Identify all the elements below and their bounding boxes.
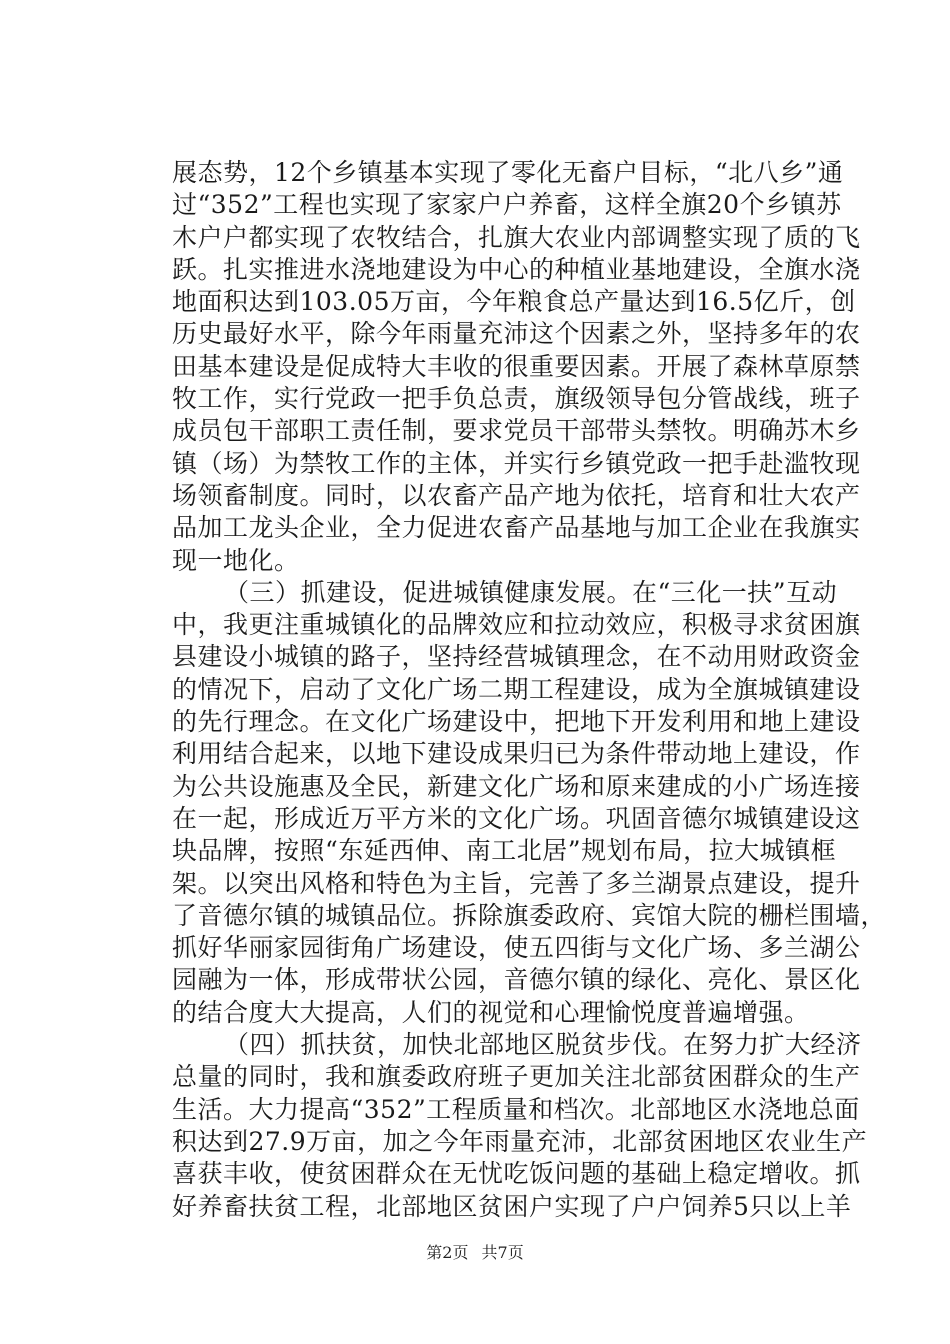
text-line: 中，我更注重城镇化的品牌效应和拉动效应，积极寻求贫困旗: [172, 610, 861, 640]
text-line: 利用结合起来，以地下建设成果归已为条件带动地上建设，作: [172, 739, 861, 769]
text-line: 的情况下，启动了文化广场二期工程建设，成为全旗城镇建设: [172, 674, 861, 704]
text-line: 喜获丰收，使贫困群众在无忧吃饭问题的基础上稳定增收。抓: [172, 1159, 861, 1189]
text-line: 成员包干部职工责任制，要求党员干部带头禁牧。明确苏木乡: [172, 416, 861, 446]
text-line: 展态势，12个乡镇基本实现了零化无畜户目标，“北八乡”通: [172, 158, 844, 187]
text-line: 地面积达到103.05万亩，今年粮食总产量达到16.5亿斤，创: [172, 287, 856, 317]
text-line: 的先行理念。在文化广场建设中，把地下开发利用和地上建设: [172, 707, 861, 737]
text-line: 镇（场）为禁牧工作的主体，并实行乡镇党政一把手赴滥牧现: [172, 448, 861, 478]
text-line: 田基本建设是促成特大丰收的很重要因素。开展了森林草原禁: [172, 351, 861, 381]
text-line: 架。以突出风格和特色为主旨，完善了多兰湖景点建设，提升: [172, 868, 861, 898]
text-line: 在一起，形成近万平方米的文化广场。巩固音德尔城镇建设这: [172, 803, 861, 833]
text-line: 抓好华丽家园街角广场建设，使五四街与文化广场、多兰湖公: [172, 933, 861, 963]
paragraph-heading-line: （四）抓扶贫，加快北部地区脱贫步伐。在努力扩大经济: [224, 1030, 862, 1060]
page-footer: [0, 1243, 950, 1263]
text-line: 牧工作，实行党政一把手负总责，旗级领导包分管战线，班子: [172, 384, 861, 414]
text-line: 场领畜制度。同时，以农畜产品产地为依托，培育和壮大农产: [172, 480, 861, 510]
text-line: 跃。扎实推进水浇地建设为中心的种植业基地建设，全旗水浇: [172, 254, 861, 284]
text-line: 块品牌，按照“东延西伸、南工北居”规划布局，拉大城镇框: [172, 836, 837, 866]
text-line: 品加工龙头企业，全力促进农畜产品基地与加工企业在我旗实: [172, 513, 861, 543]
text-line: 为公共设施惠及全民，新建文化广场和原来建成的小广场连接: [172, 771, 861, 801]
body-text: [172, 157, 887, 1223]
text-line: 了音德尔镇的城镇品位。拆除旗委政府、宾馆大院的栅栏围墙，: [172, 900, 887, 930]
text-line: 县建设小城镇的路子，坚持经营城镇理念，在不动用财政资金: [172, 642, 861, 672]
text-line: 好养畜扶贫工程，北部地区贫困户实现了户户饲养5只以上羊: [172, 1191, 852, 1221]
text-line: 过“352”工程也实现了家家户户养畜，这样全旗20个乡镇苏: [172, 190, 842, 220]
text-line: 的结合度大大提高，人们的视觉和心理愉悦度普遍增强。: [172, 997, 810, 1027]
page-total: 共7页: [481, 1243, 524, 1262]
text-line: 园融为一体，形成带状公园，音德尔镇的绿化、亮化、景区化: [172, 965, 861, 995]
text-line: 总量的同时，我和旗委政府班子更加关注北部贫困群众的生产: [172, 1062, 861, 1092]
page-number: 第2页: [426, 1243, 469, 1262]
text-line: 积达到27.9万亩，加之今年雨量充沛，北部贫困地区农业生产: [172, 1126, 868, 1156]
text-line: 生活。大力提高“352”工程质量和档次。北部地区水浇地总面: [172, 1094, 860, 1124]
paragraph-heading-line: （三）抓建设，促进城镇健康发展。在“三化一扶”互动: [224, 577, 838, 607]
text-line: 历史最好水平，除今年雨量充沛这个因素之外，坚持多年的农: [172, 319, 861, 349]
text-line: 现一地化。: [172, 545, 300, 575]
text-line: 木户户都实现了农牧结合，扎旗大农业内部调整实现了质的飞: [172, 222, 861, 252]
